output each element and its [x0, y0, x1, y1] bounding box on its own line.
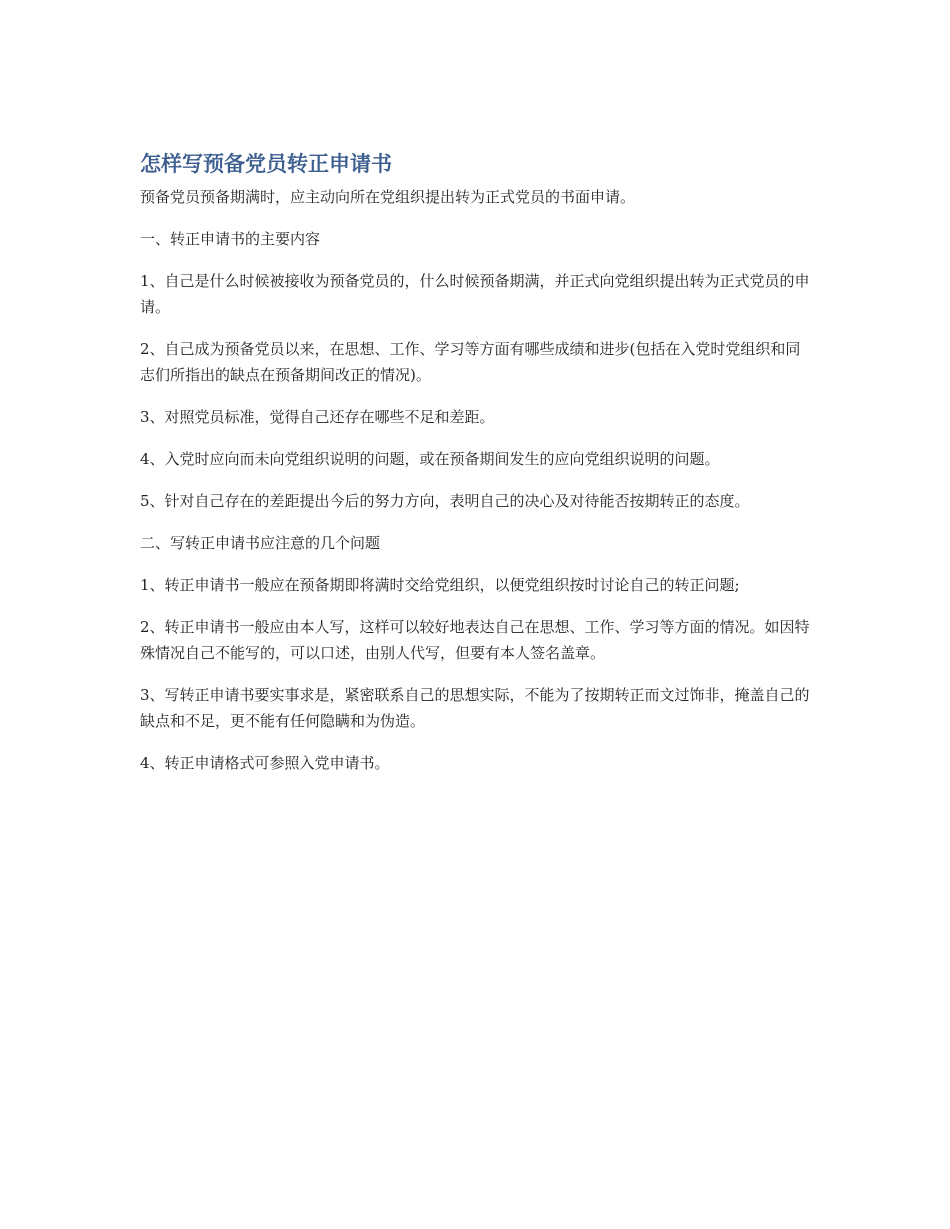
note-item-2: 2、转正申请书一般应由本人写，这样可以较好地表达自己在思想、工作、学习等方面的情况。如因特殊情况自己不能写的，可以口述，由别人代写，但要有本人签名盖章。	[140, 618, 810, 662]
document-page	[140, 150, 810, 792]
content-item-2: 2、自己成为预备党员以来，在思想、工作、学习等方面有哪些成绩和进步(包括在入党时党组织和同志们所指出的缺点在预备期间改正的情况)。	[140, 340, 801, 384]
section-heading-notes: 二、写转正申请书应注意的几个问题	[140, 534, 381, 552]
document-title: 怎样写预备党员转正申请书	[140, 152, 392, 176]
note-item-4: 4、转正申请格式可参照入党申请书。	[140, 754, 390, 772]
intro-paragraph: 预备党员预备期满时，应主动向所在党组织提出转为正式党员的书面申请。	[140, 188, 636, 206]
content-item-5: 5、针对自己存在的差距提出今后的努力方向，表明自己的决心及对待能否按期转正的态度。	[140, 492, 750, 510]
note-item-1: 1、转正申请书一般应在预备期即将满时交给党组织，以便党组织按时讨论自己的转正问题;	[140, 576, 740, 594]
content-item-4: 4、入党时应向而未向党组织说明的问题，或在预备期间发生的应向党组织说明的问题。	[140, 450, 720, 468]
section-heading-main-content: 一、转正申请书的主要内容	[140, 230, 321, 248]
content-item-3: 3、对照党员标准，觉得自己还存在哪些不足和差距。	[140, 408, 495, 426]
content-item-1: 1、自己是什么时候被接收为预备党员的，什么时候预备期满，并正式向党组织提出转为正式党员的申请。	[140, 272, 810, 316]
note-item-3: 3、写转正申请书要实事求是，紧密联系自己的思想实际，不能为了按期转正而文过饰非，掩盖自己的缺点和不足，更不能有任何隐瞒和为伪造。	[140, 686, 810, 730]
